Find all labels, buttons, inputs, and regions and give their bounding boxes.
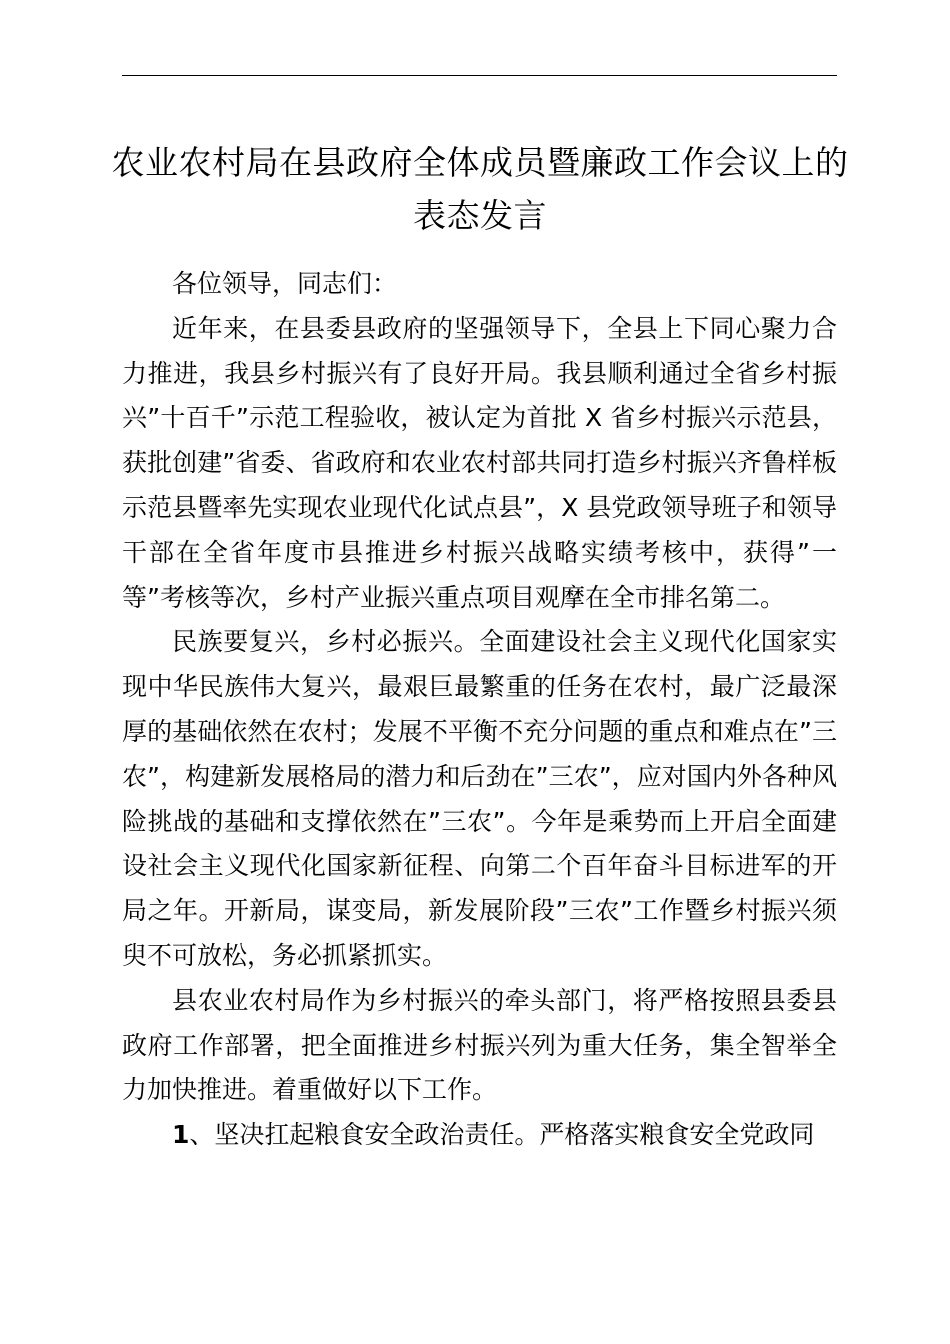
paragraph-1: 近年来，在县委县政府的坚强领导下，全县上下同心聚力合力推进，我县乡村振兴有了良好开局。我县顺利通过全省乡村振兴”十百千”示范工程验收，被认定为首批 X 省乡村振兴示范县，获批创建”省委、省政府和农业农村部共同打造乡村振兴齐鲁样板示范县暨率先实现农业现代化试点县”，X 县党政领导班子和领导干部在全省年度市县推进乡村振兴战略实绩考核中，获得”一等”考核等次，乡村产业振兴重点项目观摩在全市排名第二。 xyxy=(122,313,837,612)
paragraph-3: 县农业农村局作为乡村振兴的牵头部门，将严格按照县委县政府工作部署，把全面推进乡村振兴列为重大任务，集全智举全力加快推进。着重做好以下工作。 xyxy=(122,985,837,1105)
document-body xyxy=(122,262,837,1158)
list-item-1 xyxy=(122,1113,837,1158)
salutation: 各位领导，同志们： xyxy=(172,269,398,298)
paragraph-2: 民族要复兴，乡村必振兴。全面建设社会主义现代化国家实现中华民族伟大复兴，最艰巨最繁重的任务在农村，最广泛最深厚的基础依然在农村；发展不平衡不充分问题的重点和难点在”三农”，构建新发展格局的潜力和后劲在”三农”，应对国内外各种风险挑战的基础和支撑依然在”三农”。今年是乘势而上开启全面建设社会主义现代化国家新征程、向第二个百年奋斗目标进军的开局之年。开新局，谋变局，新发展阶段”三农”工作暨乡村振兴须臾不可放松，务必抓紧抓实。 xyxy=(122,627,837,970)
list-item-text: 、坚决扛起粮食安全政治责任。严格落实粮食安全党政同 xyxy=(189,1120,815,1150)
header-rule xyxy=(122,75,837,76)
document-title: 农业农村局在县政府全体成员暨廉政工作会议上的表态发言 xyxy=(111,143,849,235)
list-item-number: 1 xyxy=(172,1120,190,1150)
